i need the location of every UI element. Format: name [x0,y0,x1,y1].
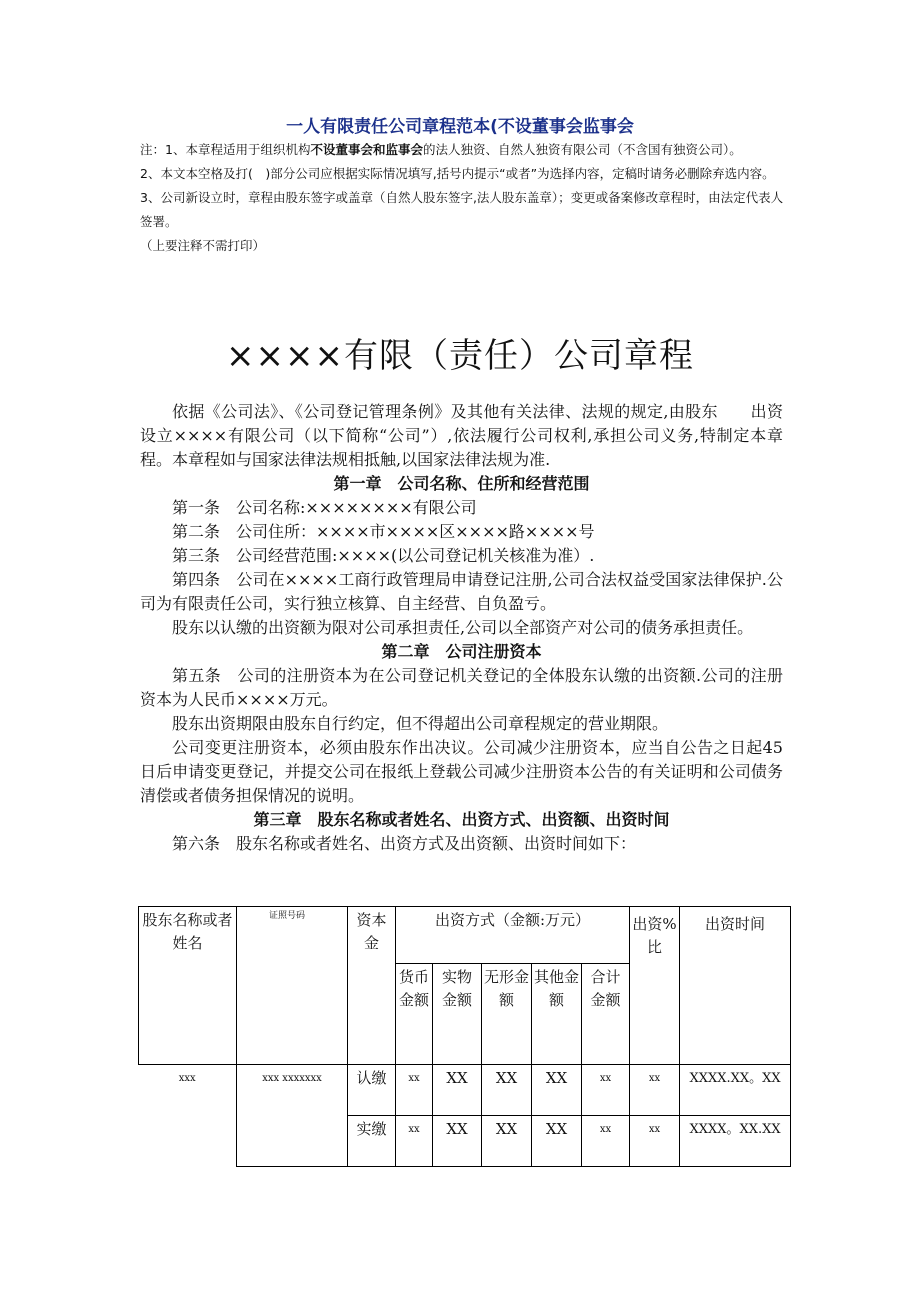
subheader-intangible: 无形金额 [482,964,532,1065]
note-1-suffix: 的法人独资、自然人独资有限公司（不含国有独资公司）。 [422,142,742,157]
row-subscribed-label: 认缴 [348,1065,396,1116]
chapter-1-title: 第一章 公司名称、住所和经营范围 [333,474,590,493]
note-1-prefix: 注：1、本章程适用于组织机构 [140,142,311,157]
row-paid-label: 实缴 [348,1116,396,1167]
row-shareholder-name: xxx [139,1065,237,1167]
cell: XX [532,1116,582,1167]
cell: XXXX。XX.XX [680,1116,791,1167]
charter-body [140,400,783,856]
note-1 [140,138,790,162]
shareholder-table [138,906,791,1167]
article-1: 第一条 公司名称:××××××××有限公司 [172,498,477,517]
header-cert-number: 证照号码 [237,907,348,1065]
chapter-1-paragraph: 股东以认缴的出资额为限对公司承担责任,公司以全部资产对公司的债务承担责任。 [172,618,754,637]
subheader-other: 其他金额 [532,964,582,1065]
cell: xx [396,1116,433,1167]
note-4: （上要注释不需打印） [140,238,266,253]
article-6: 第六条 股东名称或者姓名、出资方式及出资额、出资时间如下： [172,834,637,853]
chapter-2-paragraph-2: 股东出资期限由股东自行约定，但不得超出公司章程规定的营业期限。 [172,714,669,733]
table-header-row [139,907,791,964]
row-cert-number: xxx xxxxxxx [237,1065,348,1167]
article-2: 第二条 公司住所：××××市××××区××××路××××号 [172,522,595,541]
cell: xx [630,1065,680,1116]
note-3: 3、公司新设立时，章程由股东签字或盖章（自然人股东签字,法人股东盖章）；变更或备案修改章程时，由法定代表人签署。 [140,190,784,229]
preamble: 依据《公司法》、《公司登记管理条例》及其他有关法律、法规的规定,由股东 出资设立××××有限公司（以下简称“公司”）,依法履行公司权利,承担公司义务,特制定本章程。本章程如与国家法律法规相抵触,以国家法律法规为准. [140,402,783,469]
article-4: 第四条 公司在××××工商行政管理局申请登记注册,公司合法权益受国家法律保护.公司为有限责任公司，实行独立核算、自主经营、自负盈亏。 [140,570,783,613]
note-2: 2、本文本空格及打( )部分公司应根据实际情况填写,括号内提示“或者”为选择内容，定稿时请务必删除弃选内容。 [140,166,775,181]
note-1-bold: 不设董事会和监事会 [310,142,423,157]
cell: xx [630,1116,680,1167]
cell: XXXX.XX。XX [680,1065,791,1116]
chapter-2-title: 第二章 公司注册资本 [381,642,542,661]
chapter-2-paragraph-3: 公司变更注册资本，必须由股东作出决议。公司减少注册资本，应当自公告之日起45日后申请变更登记，并提交公司在报纸上登载公司减少注册资本公告的有关证明和公司债务清偿或者债务担保情况的说明。 [140,738,783,805]
cell: xx [582,1116,630,1167]
article-5: 第五条 公司的注册资本为在公司登记机关登记的全体股东认缴的出资额.公司的注册资本为人民币××××万元。 [140,666,783,709]
cell: xx [582,1065,630,1116]
subheader-physical: 实物金额 [433,964,482,1065]
notes-block [140,138,790,258]
header-shareholder-name: 股东名称或者姓名 [139,907,237,1065]
header-contribution-method: 出资方式（金额:万元） [396,907,630,964]
cell: xx [396,1065,433,1116]
cell: XX [433,1116,482,1167]
header-capital: 资本金 [348,907,396,1065]
cell: XX [532,1065,582,1116]
article-3: 第三条 公司经营范围:××××(以公司登记机关核准为准）. [172,546,595,565]
subheader-total: 合计金额 [582,964,630,1065]
subheader-currency: 货币金额 [396,964,433,1065]
header-contribution-time: 出资时间 [680,907,791,1065]
chapter-3-title: 第三章 股东名称或者姓名、出资方式、出资额、出资时间 [253,810,670,829]
document-heading: 一人有限责任公司章程范本(不设董事会监事会 [286,117,634,137]
cell: XX [433,1065,482,1116]
table-row [139,1065,791,1116]
cell: XX [482,1065,532,1116]
cell: XX [482,1116,532,1167]
header-contribution-ratio: 出资%比 [630,907,680,1065]
charter-title: ××××有限（责任）公司章程 [226,336,694,376]
